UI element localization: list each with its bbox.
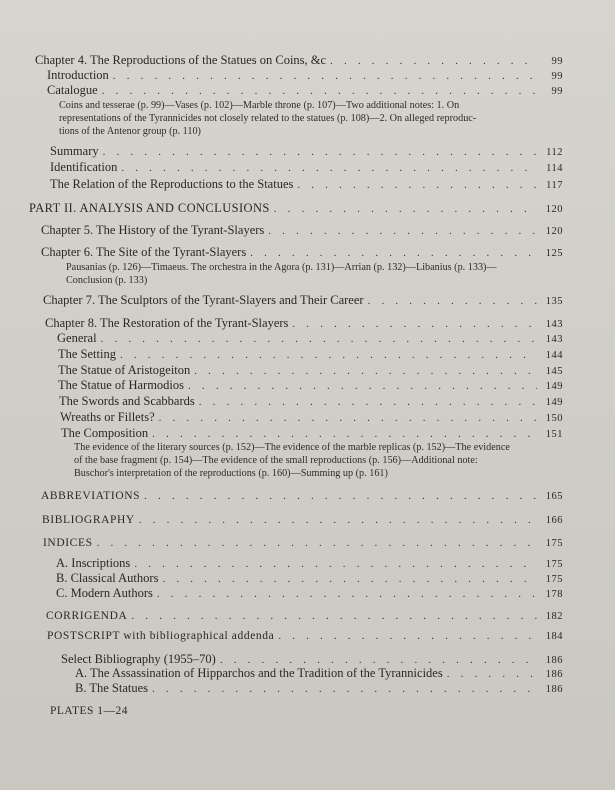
toc-label: The Statue of Harmodios <box>58 378 185 392</box>
composition-note-line-3: Buschor's interpretation of the reproductions (p. 160)—Summing up (p. 161) <box>74 468 388 479</box>
toc-label: The Composition <box>61 426 149 440</box>
leader-dots <box>159 410 537 426</box>
toc-label: A. Inscriptions <box>56 556 131 570</box>
leader-dots <box>103 144 537 160</box>
toc-label: Identification <box>50 160 118 174</box>
composition-note-line-1: The evidence of the literary sources (p. 152)—The evidence of the marble replicas (p. 152)—The evidence <box>74 442 510 453</box>
toc-label: General <box>57 331 97 345</box>
site-note-line-1: Pausanias (p. 126)—Timaeus. The orchestra in the Agora (p. 131)—Arrian (p. 132)—Libanius (p. 133)— <box>66 262 497 273</box>
toc-page-number: 186 <box>545 669 563 680</box>
toc-label: Chapter 5. The History of the Tyrant-Slayers <box>41 223 265 237</box>
toc-label: Chapter 6. The Site of the Tyrant-Slayers <box>41 245 247 259</box>
leader-dots <box>274 201 537 217</box>
toc-page-number: 99 <box>551 56 563 67</box>
toc-label: Chapter 7. The Sculptors of the Tyrant-Slayers and Their Career <box>43 293 364 307</box>
leader-dots <box>101 331 537 347</box>
catalogue-note-line-1: Coins and tesserae (p. 99)—Vases (p. 102)—Marble throne (p. 107)—Two additional notes: 1. On <box>59 100 460 111</box>
leader-dots <box>188 378 537 394</box>
toc-page-number: 186 <box>545 684 563 695</box>
toc-page-number: 175 <box>545 538 563 549</box>
toc-page-number: 135 <box>545 296 563 307</box>
toc-page-number: 143 <box>545 319 563 330</box>
toc-entry-catalogue[interactable] <box>47 82 563 100</box>
toc-page-number: 151 <box>545 429 563 440</box>
toc-entry-the-statues[interactable] <box>75 680 563 698</box>
toc-label: C. Modern Authors <box>56 586 153 600</box>
toc-page-number: 99 <box>551 71 563 82</box>
leader-dots <box>157 586 537 602</box>
toc-entry-corrigenda[interactable] <box>46 608 563 625</box>
plates-line: PLATES 1—24 <box>50 705 129 717</box>
toc-page-number: 175 <box>545 559 563 570</box>
catalogue-note-line-3: tions of the Antenor group (p. 110) <box>59 126 201 137</box>
toc-page-number: 178 <box>545 589 563 600</box>
toc-label: INDICES <box>43 537 93 549</box>
toc-page-number: 166 <box>545 515 563 526</box>
toc-page-number: 143 <box>545 334 563 345</box>
toc-page-number: 175 <box>545 574 563 585</box>
toc-page-number: 186 <box>545 655 563 666</box>
leader-dots <box>268 223 537 239</box>
leader-dots <box>250 245 537 261</box>
toc-label: The Relation of the Reproductions to the Statues <box>50 177 294 191</box>
toc-label: Introduction <box>47 68 109 82</box>
site-note-line-2: Conclusion (p. 133) <box>66 275 148 286</box>
toc-entry-modern-authors[interactable] <box>56 585 563 603</box>
toc-page-number: 150 <box>545 413 563 424</box>
toc-entry-identification[interactable] <box>50 159 563 177</box>
toc-label: The Setting <box>58 347 116 361</box>
leader-dots <box>144 488 537 504</box>
toc-page-number: 114 <box>546 163 563 174</box>
leader-dots <box>152 681 537 697</box>
toc-label: Catalogue <box>47 83 98 97</box>
leader-dots <box>278 628 537 644</box>
composition-note-line-2: of the base fragment (p. 154)—The evidence of the small reproductions (p. 156)—Additional note: <box>74 455 478 466</box>
toc-label: The Swords and Scabbards <box>59 394 195 408</box>
toc-entry-chapter-5[interactable] <box>41 222 563 240</box>
toc-label: A. The Assassination of Hipparchos and the Tradition of the Tyrannicides <box>75 666 443 680</box>
toc-page-number: 117 <box>546 180 563 191</box>
leader-dots <box>152 426 537 442</box>
toc-label: Summary <box>50 144 99 158</box>
toc-label: B. Classical Authors <box>56 571 159 585</box>
toc-label: CORRIGENDA <box>46 610 128 622</box>
toc-page-number: 149 <box>545 381 563 392</box>
leader-dots <box>102 83 537 99</box>
toc-page-number: 99 <box>551 86 563 97</box>
toc-label: Wreaths or Fillets? <box>60 410 155 424</box>
toc-label: BIBLIOGRAPHY <box>42 514 135 526</box>
toc-entry-chapter-7[interactable] <box>43 292 563 310</box>
toc-page-number: 182 <box>545 611 563 622</box>
leader-dots <box>131 608 537 624</box>
toc-entry-chapter-6[interactable] <box>41 244 563 262</box>
toc-label: B. The Statues <box>75 681 149 695</box>
leader-dots <box>139 512 537 528</box>
leader-dots <box>368 293 537 309</box>
toc-page-number: 145 <box>545 366 563 377</box>
toc-page-number: 165 <box>545 491 563 502</box>
toc-entry-relation[interactable] <box>50 176 563 194</box>
toc-label: POSTSCRIPT with bibliographical addenda <box>47 630 275 642</box>
toc-page-number: 120 <box>545 226 563 237</box>
toc-label: ABBREVIATIONS <box>41 490 141 502</box>
toc-label: Chapter 4. The Reproductions of the Statues on Coins, &c <box>35 53 327 67</box>
catalogue-note-line-2: representations of the Tyrannicides not closely related to the statues (p. 108)—2. On alleged reproduc- <box>59 113 477 124</box>
leader-dots <box>97 535 537 551</box>
toc-entry-indices[interactable] <box>43 535 563 552</box>
toc-label: Chapter 8. The Restoration of the Tyrant-Slayers <box>45 316 289 330</box>
toc-page-number: 125 <box>545 248 563 259</box>
toc-label: Select Bibliography (1955–70) <box>61 652 216 666</box>
toc-page-number: 184 <box>545 631 563 642</box>
toc-page-number: 112 <box>546 147 563 158</box>
leader-dots <box>297 177 537 193</box>
toc-label: The Statue of Aristogeiton <box>58 363 191 377</box>
toc-label: PART II. ANALYSIS AND CONCLUSIONS <box>29 201 270 215</box>
leader-dots <box>199 394 537 410</box>
toc-entry-bibliography[interactable] <box>42 512 563 529</box>
toc-entry-abbreviations[interactable] <box>41 488 563 505</box>
toc-entry-postscript[interactable] <box>47 628 563 645</box>
leader-dots <box>120 347 537 363</box>
toc-page-number: 120 <box>545 204 563 215</box>
toc-page-number: 149 <box>545 397 563 408</box>
toc-entry-part-2[interactable] <box>29 200 563 218</box>
leader-dots <box>121 160 537 176</box>
toc-page-number: 144 <box>545 350 563 361</box>
